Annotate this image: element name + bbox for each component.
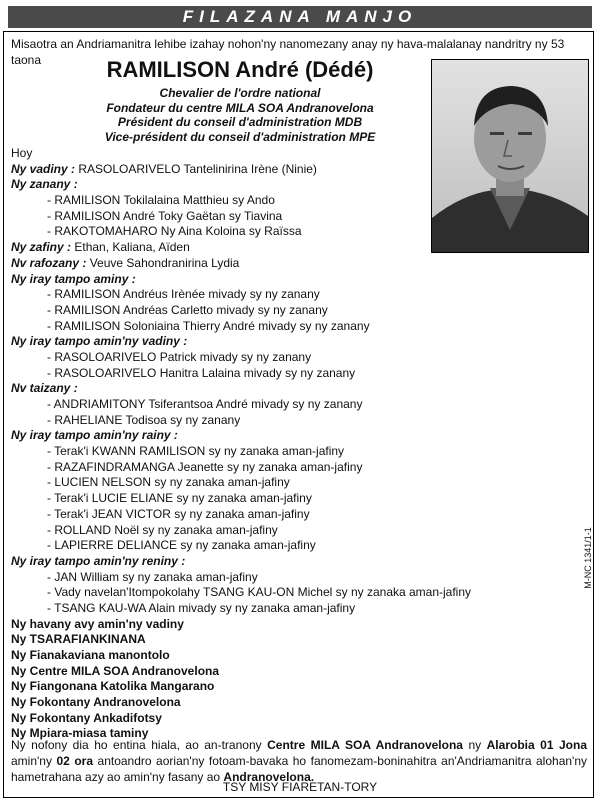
- list-item: - ROLLAND Noël sy ny zanaka aman-jafiny: [47, 522, 278, 537]
- closing-text: Ny nofony dia ho entina hiala, ao an-tranony: [11, 738, 268, 752]
- grandchildren-line: [11, 240, 431, 256]
- grandchildren-value: Ethan, Kaliana, Aïden: [71, 240, 190, 255]
- in-law-label: Nv rafozany :: [11, 255, 87, 270]
- group-line: Ny Mpiara-miasa taminy: [11, 726, 149, 741]
- in-law-value: Veuve Sahondranirina Lydia: [86, 255, 240, 270]
- notice-header: FILAZANA MANJO: [8, 6, 592, 28]
- spouse-line: [11, 162, 431, 178]
- list-item: - RAKOTOMAHARO Ny Aina Koloina sy Raïssa: [47, 224, 302, 239]
- closing-place: Centre MILA SOA Andranovelona: [267, 738, 463, 752]
- group-line: Ny Fianakaviana manontolo: [11, 648, 170, 662]
- intro-text: Misaotra an Andriamanitra lehibe izahay nohon'ny nanomezany anay ny hava-malalanay nandritry ny 53 taona: [11, 37, 565, 67]
- closing-text: amin'ny: [11, 754, 57, 768]
- reference-code: M-NC 1341/1-1: [583, 527, 593, 589]
- spouse-value: RASOLOARIVELO Tantelinirina Irène (Ninie): [75, 161, 317, 176]
- closing-text: ny: [462, 738, 487, 752]
- closing-text: antoandro aorian'ny fotoam-bavaka ho fanomezam-boninahitra an'Andriamanitra alohan'ny hametrahana azy ao amin'ny fasany ao: [11, 754, 588, 784]
- hoy-label: Hoy: [11, 146, 33, 160]
- closing-burial-place: Andranovelona.: [223, 770, 315, 784]
- list-item: - JAN William sy ny zanaka aman-jafiny: [47, 569, 258, 584]
- group-line: Ny Fokontany Ankadifotsy: [11, 710, 162, 725]
- title-line: Chevalier de l'ordre national: [159, 86, 321, 100]
- list-item: - RAMILISON Andréus Irènée mivady sy ny zanany: [47, 287, 320, 302]
- family-list: [11, 146, 472, 742]
- list-item: - RASOLOARIVELO Hanitra Lalaina mivady sy ny zanany: [47, 365, 356, 380]
- portrait-photo: [431, 59, 589, 253]
- list-item: - RAZAFINDRAMANGA Jeanette sy ny zanaka aman-jafiny: [47, 459, 363, 474]
- list-item: - RAMILISON Andréas Carletto mivady sy ny zanany: [47, 302, 328, 317]
- list-item: - LUCIEN NELSON sy ny zanaka aman-jafiny: [47, 475, 290, 490]
- spouse-label: Ny vadiny :: [11, 161, 76, 176]
- deceased-titles: [40, 86, 440, 144]
- closing-date: Alarobia 01 Jona: [486, 738, 587, 752]
- spouse-siblings-label: Ny iray tampo amin'ny vadiny :: [11, 334, 188, 349]
- group-line: Ny TSARAFIANKINANA: [11, 632, 146, 647]
- foster-label: Nv taizany :: [11, 381, 78, 396]
- list-item: - RASOLOARIVELO Patrick mivady sy ny zanany: [47, 349, 312, 364]
- siblings-label: Ny iray tampo aminy :: [11, 271, 136, 286]
- group-line: Ny havany avy amin'ny vadiny: [11, 616, 184, 631]
- group-line: Ny Fokontany Andranovelona: [11, 695, 181, 710]
- list-item: - LAPIERRE DELIANCE sy ny zanaka aman-jafiny: [47, 538, 316, 553]
- title-line: Fondateur du centre MILA SOA Andranovelona: [106, 100, 374, 115]
- list-item: - RAHELIANE Todisoa sy ny zanany: [47, 412, 241, 427]
- closing-note: TSY MISY FIARETAN-TORY: [222, 780, 378, 794]
- title-line: Vice-président du conseil d'administration MPE: [104, 129, 376, 144]
- title-line: Président du conseil d'administration MDB: [117, 115, 363, 130]
- list-item: - RAMILISON Tokilalaina Matthieu sy Ando: [47, 193, 275, 208]
- deceased-name: RAMILISON André (Dédé): [106, 57, 374, 82]
- list-item: - ANDRIAMITONY Tsiferantsoa André mivady sy ny zanany: [47, 397, 363, 411]
- funeral-announcement: [11, 737, 587, 785]
- list-item: - Terak'i LUCIE ELIANE sy ny zanaka aman-jafiny: [47, 491, 312, 506]
- grandchildren-label: Ny zafiny :: [11, 240, 72, 255]
- closing-time: 02 ora: [56, 754, 94, 768]
- children-label: Ny zanany :: [11, 177, 78, 192]
- group-line: Ny Fiangonana Katolika Mangarano: [11, 679, 215, 694]
- group-line: Ny Centre MILA SOA Andranovelona: [11, 663, 220, 678]
- in-law-line: [11, 256, 431, 272]
- list-item: - Terak'i JEAN VICTOR sy ny zanaka aman-jafiny: [47, 506, 310, 521]
- list-item: - RAMILISON Soloniaina Thierry André mivady sy ny zanany: [47, 318, 370, 333]
- paternal-siblings-label: Ny iray tampo amin'ny rainy :: [11, 428, 178, 443]
- list-item: - Terak'i KWANN RAMILISON sy ny zanaka aman-jafiny: [47, 444, 345, 459]
- maternal-siblings-label: Ny iray tampo amin'ny reniny :: [11, 553, 186, 568]
- list-item: - RAMILISON André Toky Gaëtan sy Tiavina: [47, 208, 283, 223]
- list-item: - TSANG KAU-WA Alain mivady sy ny zanaka aman-jafiny: [47, 600, 356, 615]
- list-item: - Vady navelan'Itompokolahy TSANG KAU-ON Michel sy ny zanaka aman-jafiny: [47, 585, 472, 600]
